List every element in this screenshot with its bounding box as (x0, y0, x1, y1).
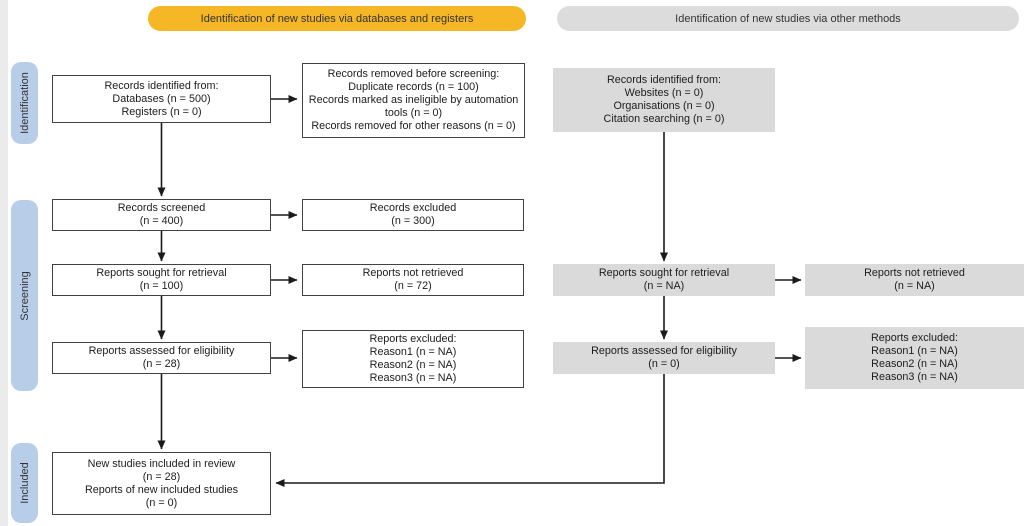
banner-other-methods: Identification of new studies via other methods (557, 6, 1019, 31)
arrow-other-assessed-to-included (276, 374, 664, 483)
stage-label-included (11, 443, 38, 523)
box-reports-not-retrieved: Reports not retrieved (n = 72) (302, 264, 524, 296)
stage-label-included-text: Included (18, 462, 31, 504)
box-records-removed-before-screening: Records removed before screening: Duplicate records (n = 100) Records marked as ineligible by automation tools (n = 0) Records removed for other reasons (n = 0) (302, 63, 525, 138)
stage-label-identification (11, 62, 38, 144)
box-reports-assessed-eligibility: Reports assessed for eligibility (n = 28) (52, 342, 271, 374)
box-reports-assessed-eligibility-other: Reports assessed for eligibility (n = 0) (553, 342, 775, 374)
stage-label-screening-text: Screening (18, 270, 31, 321)
stage-label-identification-text: Identification (18, 72, 31, 134)
box-reports-sought-retrieval-other: Reports sought for retrieval (n = NA) (553, 264, 775, 296)
box-reports-excluded-reasons-other: Reports excluded: Reason1 (n = NA) Reason2 (n = NA) Reason3 (n = NA) (805, 327, 1024, 389)
box-reports-sought-retrieval: Reports sought for retrieval (n = 100) (52, 264, 271, 296)
window-edge-strip (0, 0, 8, 526)
box-records-identified-databases: Records identified from: Databases (n = 500) Registers (n = 0) (52, 75, 271, 123)
box-new-studies-included: New studies included in review (n = 28) Reports of new included studies (n = 0) (52, 452, 271, 515)
stage-label-screening (11, 200, 38, 391)
banner-databases-registers: Identification of new studies via databases and registers (148, 6, 526, 31)
box-reports-excluded-reasons: Reports excluded: Reason1 (n = NA) Reason2 (n = NA) Reason3 (n = NA) (302, 330, 524, 388)
box-records-screened: Records screened (n = 400) (52, 199, 271, 231)
box-records-excluded: Records excluded (n = 300) (302, 199, 524, 231)
box-records-identified-other-methods: Records identified from: Websites (n = 0) Organisations (n = 0) Citation searching (n = 0) (553, 68, 775, 132)
box-reports-not-retrieved-other: Reports not retrieved (n = NA) (805, 264, 1024, 296)
